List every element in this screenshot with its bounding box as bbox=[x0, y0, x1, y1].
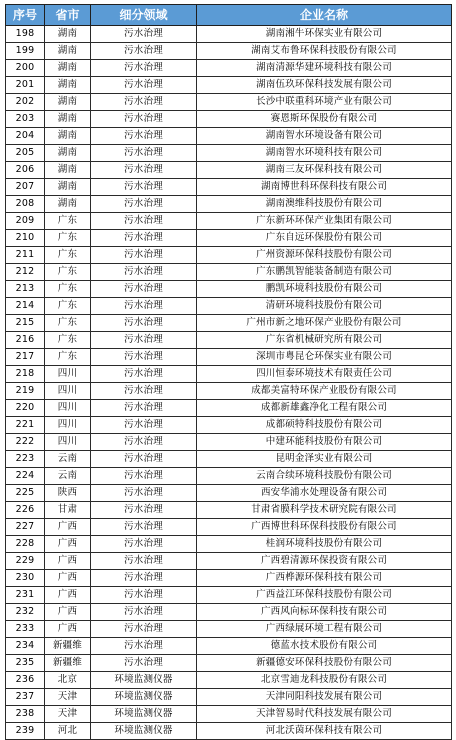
cell-company: 湖南博世科环保科技有限公司 bbox=[197, 179, 452, 196]
cell-province: 四川 bbox=[45, 417, 91, 434]
cell-province: 广西 bbox=[45, 570, 91, 587]
cell-company: 湖南三友环保科技有限公司 bbox=[197, 162, 452, 179]
cell-index: 233 bbox=[6, 621, 45, 638]
cell-province: 湖南 bbox=[45, 111, 91, 128]
header-province: 省市 bbox=[45, 5, 91, 26]
cell-province: 湖南 bbox=[45, 43, 91, 60]
cell-segment: 污水治理 bbox=[91, 94, 197, 111]
cell-company: 广西桦源环保科技有限公司 bbox=[197, 570, 452, 587]
table-body bbox=[6, 26, 452, 740]
table-row bbox=[6, 570, 452, 587]
enterprise-table bbox=[5, 4, 452, 740]
cell-segment: 污水治理 bbox=[91, 264, 197, 281]
cell-segment: 污水治理 bbox=[91, 349, 197, 366]
header-segment: 细分领域 bbox=[91, 5, 197, 26]
cell-segment: 污水治理 bbox=[91, 621, 197, 638]
cell-company: 湖南伍玖环保科技发展有限公司 bbox=[197, 77, 452, 94]
cell-index: 223 bbox=[6, 451, 45, 468]
cell-province: 广西 bbox=[45, 587, 91, 604]
cell-segment: 环境监测仪器 bbox=[91, 706, 197, 723]
cell-segment: 污水治理 bbox=[91, 434, 197, 451]
cell-index: 205 bbox=[6, 145, 45, 162]
cell-company: 河北沃茵环保科技有限公司 bbox=[197, 723, 452, 740]
cell-index: 229 bbox=[6, 553, 45, 570]
cell-index: 212 bbox=[6, 264, 45, 281]
cell-company: 长沙中联重科环境产业有限公司 bbox=[197, 94, 452, 111]
cell-index: 211 bbox=[6, 247, 45, 264]
cell-company: 天津智易时代科技发展有限公司 bbox=[197, 706, 452, 723]
table-row bbox=[6, 553, 452, 570]
cell-province: 湖南 bbox=[45, 60, 91, 77]
cell-province: 广西 bbox=[45, 553, 91, 570]
cell-segment: 污水治理 bbox=[91, 570, 197, 587]
cell-province: 湖南 bbox=[45, 94, 91, 111]
table-row bbox=[6, 672, 452, 689]
cell-province: 天津 bbox=[45, 689, 91, 706]
cell-segment: 污水治理 bbox=[91, 162, 197, 179]
cell-province: 湖南 bbox=[45, 77, 91, 94]
cell-province: 湖南 bbox=[45, 179, 91, 196]
table-row bbox=[6, 162, 452, 179]
cell-province: 广西 bbox=[45, 621, 91, 638]
table-row bbox=[6, 94, 452, 111]
cell-segment: 污水治理 bbox=[91, 213, 197, 230]
cell-province: 广东 bbox=[45, 230, 91, 247]
cell-index: 230 bbox=[6, 570, 45, 587]
cell-segment: 污水治理 bbox=[91, 400, 197, 417]
cell-province: 广东 bbox=[45, 298, 91, 315]
cell-index: 222 bbox=[6, 434, 45, 451]
table-row bbox=[6, 400, 452, 417]
cell-segment: 环境监测仪器 bbox=[91, 689, 197, 706]
cell-province: 湖南 bbox=[45, 26, 91, 43]
cell-segment: 污水治理 bbox=[91, 332, 197, 349]
cell-company: 甘肃省膜科学技术研究院有限公司 bbox=[197, 502, 452, 519]
cell-index: 226 bbox=[6, 502, 45, 519]
cell-index: 234 bbox=[6, 638, 45, 655]
cell-province: 四川 bbox=[45, 434, 91, 451]
cell-company: 昆明金泽实业有限公司 bbox=[197, 451, 452, 468]
cell-segment: 污水治理 bbox=[91, 60, 197, 77]
cell-index: 200 bbox=[6, 60, 45, 77]
cell-segment: 污水治理 bbox=[91, 587, 197, 604]
cell-segment: 污水治理 bbox=[91, 247, 197, 264]
table-row bbox=[6, 621, 452, 638]
cell-company: 成都新雄鑫净化工程有限公司 bbox=[197, 400, 452, 417]
table-row bbox=[6, 706, 452, 723]
table-row bbox=[6, 485, 452, 502]
cell-company: 广东自远环保股份有限公司 bbox=[197, 230, 452, 247]
table-row bbox=[6, 230, 452, 247]
cell-index: 236 bbox=[6, 672, 45, 689]
cell-company: 广西博世科环保科技股份有限公司 bbox=[197, 519, 452, 536]
table-row bbox=[6, 179, 452, 196]
cell-company: 四川恒泰环境技术有限责任公司 bbox=[197, 366, 452, 383]
cell-province: 四川 bbox=[45, 400, 91, 417]
cell-province: 广东 bbox=[45, 247, 91, 264]
cell-segment: 污水治理 bbox=[91, 417, 197, 434]
cell-segment: 污水治理 bbox=[91, 281, 197, 298]
table-row bbox=[6, 451, 452, 468]
cell-index: 207 bbox=[6, 179, 45, 196]
cell-province: 河北 bbox=[45, 723, 91, 740]
cell-index: 228 bbox=[6, 536, 45, 553]
cell-index: 224 bbox=[6, 468, 45, 485]
cell-company: 桂润环境科技股份有限公司 bbox=[197, 536, 452, 553]
table-row bbox=[6, 434, 452, 451]
cell-company: 天津同阳科技发展有限公司 bbox=[197, 689, 452, 706]
cell-index: 225 bbox=[6, 485, 45, 502]
cell-company: 广东鹏凯智能装备制造有限公司 bbox=[197, 264, 452, 281]
cell-index: 227 bbox=[6, 519, 45, 536]
table-row bbox=[6, 145, 452, 162]
table-row bbox=[6, 689, 452, 706]
cell-segment: 污水治理 bbox=[91, 179, 197, 196]
cell-company: 湖南艾布鲁环保科技股份有限公司 bbox=[197, 43, 452, 60]
cell-province: 云南 bbox=[45, 451, 91, 468]
cell-segment: 污水治理 bbox=[91, 383, 197, 400]
cell-company: 北京雪迪龙科技股份有限公司 bbox=[197, 672, 452, 689]
cell-segment: 污水治理 bbox=[91, 451, 197, 468]
cell-index: 208 bbox=[6, 196, 45, 213]
table-row bbox=[6, 417, 452, 434]
cell-segment: 污水治理 bbox=[91, 315, 197, 332]
table-row bbox=[6, 587, 452, 604]
cell-index: 239 bbox=[6, 723, 45, 740]
cell-company: 湖南智水环境设备有限公司 bbox=[197, 128, 452, 145]
cell-company: 清研环境科技股份有限公司 bbox=[197, 298, 452, 315]
cell-segment: 污水治理 bbox=[91, 502, 197, 519]
cell-province: 陕西 bbox=[45, 485, 91, 502]
cell-province: 湖南 bbox=[45, 128, 91, 145]
cell-segment: 污水治理 bbox=[91, 43, 197, 60]
cell-segment: 污水治理 bbox=[91, 553, 197, 570]
table-row bbox=[6, 213, 452, 230]
table-row bbox=[6, 43, 452, 60]
cell-company: 西安华浦水处理设备有限公司 bbox=[197, 485, 452, 502]
table-row bbox=[6, 315, 452, 332]
cell-company: 中建环能科技股份有限公司 bbox=[197, 434, 452, 451]
cell-index: 204 bbox=[6, 128, 45, 145]
cell-index: 218 bbox=[6, 366, 45, 383]
cell-index: 220 bbox=[6, 400, 45, 417]
cell-index: 232 bbox=[6, 604, 45, 621]
table-row bbox=[6, 196, 452, 213]
table-row bbox=[6, 332, 452, 349]
cell-index: 215 bbox=[6, 315, 45, 332]
table-row bbox=[6, 264, 452, 281]
cell-index: 202 bbox=[6, 94, 45, 111]
cell-province: 广东 bbox=[45, 349, 91, 366]
cell-province: 广东 bbox=[45, 315, 91, 332]
cell-index: 217 bbox=[6, 349, 45, 366]
table-row bbox=[6, 77, 452, 94]
cell-index: 238 bbox=[6, 706, 45, 723]
cell-company: 广东新环环保产业集团有限公司 bbox=[197, 213, 452, 230]
cell-province: 云南 bbox=[45, 468, 91, 485]
cell-company: 广东省机械研究所有限公司 bbox=[197, 332, 452, 349]
cell-company: 德蓝水技术股份有限公司 bbox=[197, 638, 452, 655]
cell-province: 广西 bbox=[45, 536, 91, 553]
cell-segment: 污水治理 bbox=[91, 145, 197, 162]
table-row bbox=[6, 723, 452, 740]
cell-company: 湖南清源华建环境科技有限公司 bbox=[197, 60, 452, 77]
cell-company: 湖南智水环境科技有限公司 bbox=[197, 145, 452, 162]
cell-segment: 污水治理 bbox=[91, 485, 197, 502]
cell-company: 赛恩斯环保股份有限公司 bbox=[197, 111, 452, 128]
cell-province: 广东 bbox=[45, 281, 91, 298]
cell-province: 广西 bbox=[45, 519, 91, 536]
cell-company: 深圳市粤昆仑环保实业有限公司 bbox=[197, 349, 452, 366]
cell-segment: 污水治理 bbox=[91, 298, 197, 315]
table-row bbox=[6, 655, 452, 672]
cell-segment: 污水治理 bbox=[91, 604, 197, 621]
cell-index: 237 bbox=[6, 689, 45, 706]
cell-company: 广西益江环保科技股份有限公司 bbox=[197, 587, 452, 604]
cell-province: 湖南 bbox=[45, 162, 91, 179]
cell-index: 201 bbox=[6, 77, 45, 94]
cell-segment: 污水治理 bbox=[91, 26, 197, 43]
cell-company: 湖南澳维科技股份有限公司 bbox=[197, 196, 452, 213]
table-row bbox=[6, 247, 452, 264]
table-row bbox=[6, 536, 452, 553]
cell-company: 鹏凯环境科技股份有限公司 bbox=[197, 281, 452, 298]
cell-index: 209 bbox=[6, 213, 45, 230]
cell-province: 甘肃 bbox=[45, 502, 91, 519]
cell-province: 新疆维 bbox=[45, 655, 91, 672]
header-company: 企业名称 bbox=[197, 5, 452, 26]
table-row bbox=[6, 349, 452, 366]
cell-province: 广东 bbox=[45, 264, 91, 281]
cell-province: 广西 bbox=[45, 604, 91, 621]
table-row bbox=[6, 468, 452, 485]
cell-company: 广西绿展环境工程有限公司 bbox=[197, 621, 452, 638]
header-index: 序号 bbox=[6, 5, 45, 26]
cell-segment: 污水治理 bbox=[91, 536, 197, 553]
cell-segment: 污水治理 bbox=[91, 128, 197, 145]
cell-segment: 污水治理 bbox=[91, 111, 197, 128]
cell-province: 四川 bbox=[45, 366, 91, 383]
cell-province: 湖南 bbox=[45, 196, 91, 213]
cell-segment: 污水治理 bbox=[91, 196, 197, 213]
cell-company: 湖南湘牛环保实业有限公司 bbox=[197, 26, 452, 43]
cell-index: 221 bbox=[6, 417, 45, 434]
cell-segment: 污水治理 bbox=[91, 655, 197, 672]
cell-index: 231 bbox=[6, 587, 45, 604]
cell-index: 199 bbox=[6, 43, 45, 60]
cell-segment: 环境监测仪器 bbox=[91, 672, 197, 689]
table-row bbox=[6, 281, 452, 298]
cell-company: 广州市新之地环保产业股份有限公司 bbox=[197, 315, 452, 332]
cell-company: 云南合续环境科技股份有限公司 bbox=[197, 468, 452, 485]
cell-segment: 污水治理 bbox=[91, 366, 197, 383]
cell-segment: 污水治理 bbox=[91, 230, 197, 247]
table-row bbox=[6, 298, 452, 315]
cell-index: 219 bbox=[6, 383, 45, 400]
cell-index: 203 bbox=[6, 111, 45, 128]
cell-province: 北京 bbox=[45, 672, 91, 689]
table-row bbox=[6, 111, 452, 128]
table-row bbox=[6, 60, 452, 77]
cell-index: 198 bbox=[6, 26, 45, 43]
table-row bbox=[6, 502, 452, 519]
cell-company: 新疆德安环保科技股份有限公司 bbox=[197, 655, 452, 672]
cell-province: 新疆维 bbox=[45, 638, 91, 655]
cell-segment: 污水治理 bbox=[91, 519, 197, 536]
cell-index: 210 bbox=[6, 230, 45, 247]
table-header-row bbox=[6, 5, 452, 26]
cell-index: 206 bbox=[6, 162, 45, 179]
cell-province: 天津 bbox=[45, 706, 91, 723]
table-row bbox=[6, 638, 452, 655]
cell-company: 广州资源环保科技股份有限公司 bbox=[197, 247, 452, 264]
cell-index: 213 bbox=[6, 281, 45, 298]
cell-index: 214 bbox=[6, 298, 45, 315]
cell-province: 四川 bbox=[45, 383, 91, 400]
cell-segment: 污水治理 bbox=[91, 638, 197, 655]
table-row bbox=[6, 366, 452, 383]
cell-company: 广西风向标环保科技有限公司 bbox=[197, 604, 452, 621]
table-row bbox=[6, 519, 452, 536]
cell-index: 235 bbox=[6, 655, 45, 672]
cell-company: 广西碧清源环保投资有限公司 bbox=[197, 553, 452, 570]
cell-company: 成都美富特环保产业股份有限公司 bbox=[197, 383, 452, 400]
table-row bbox=[6, 26, 452, 43]
table-row bbox=[6, 604, 452, 621]
cell-index: 216 bbox=[6, 332, 45, 349]
cell-province: 广东 bbox=[45, 332, 91, 349]
cell-province: 广东 bbox=[45, 213, 91, 230]
cell-segment: 污水治理 bbox=[91, 468, 197, 485]
table-row bbox=[6, 128, 452, 145]
table-row bbox=[6, 383, 452, 400]
cell-segment: 环境监测仪器 bbox=[91, 723, 197, 740]
cell-segment: 污水治理 bbox=[91, 77, 197, 94]
cell-province: 湖南 bbox=[45, 145, 91, 162]
cell-company: 成都硕特科技股份有限公司 bbox=[197, 417, 452, 434]
